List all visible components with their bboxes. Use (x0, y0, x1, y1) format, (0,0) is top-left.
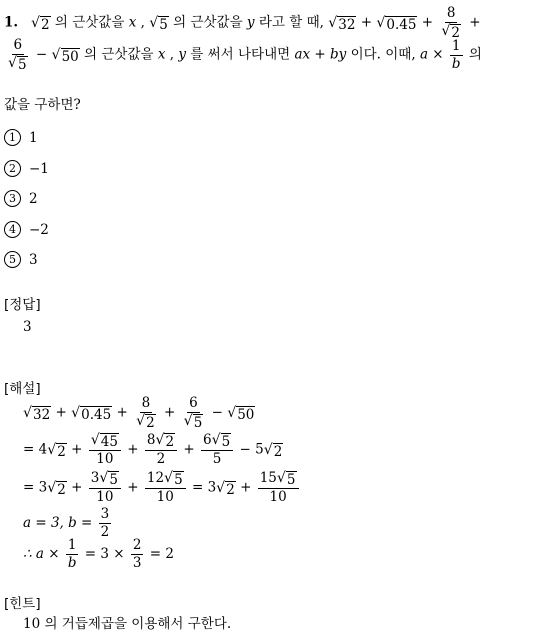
choice-4[interactable]: 4 −2 (4, 221, 49, 238)
solution-line-4: a = 3, b = $\frac{3}{2}$ (23, 506, 110, 540)
sqrt-2: √ 2 (30, 14, 50, 33)
sqrt-5: √ 5 (149, 14, 168, 33)
choice-marker: 3 (4, 190, 21, 207)
problem-line-1: 1. √ 2 의 근삿값을 x , √ 5 의 근삿값을 y 라고 할 때, √ 32 + √ 0.45 + 8 √ 2 + (4, 5, 481, 41)
solution-line-1: √ 32 + √ 0.45 + 8 √ 2 + 6 √ 5 − √ 50 (23, 395, 255, 431)
solution-label: [해설] (4, 381, 41, 397)
choice-marker: 5 (4, 251, 21, 268)
answer-label: [정답] (4, 297, 41, 313)
choice-5[interactable]: 5 3 (4, 251, 38, 268)
solution-line-2: = 4 √ 2 + √ 45 10 + 8 √ 2 2 + 6 √ 5 5 − 5 √ 2 (23, 432, 283, 468)
choice-2[interactable]: 2 −1 (4, 160, 49, 177)
solution-line-5: ∴ a × $\frac{1}{b}$ = 3 × $\frac{2}{3}$ = 2 (23, 537, 174, 571)
choice-marker: 2 (4, 160, 21, 177)
problem-number: 1. (4, 14, 19, 31)
choice-marker: 1 (4, 129, 21, 146)
hint-text: 10 의 거듭제곱을 이용해서 구한다. (23, 616, 232, 632)
fraction: 8 √ 2 (441, 5, 460, 41)
problem-line-3: 값을 구하면? (4, 97, 81, 113)
problem-line-2: 6 √ 5 − √ 50 의 근삿값을 x , y 를 써서 나타내면 ax + by 이다. 이때, a × $\frac{1}{b}$ 의 (8, 37, 482, 73)
answer-value: 3 (23, 319, 32, 335)
hint-label: [힌트] (4, 596, 41, 612)
choice-3[interactable]: 3 2 (4, 190, 38, 207)
choice-marker: 4 (4, 221, 21, 238)
solution-line-3: = 3 √ 2 + 3 √ 5 10 + 12 √ 5 10 = 3 √ 2 + 15 √ 5 10 (23, 471, 301, 505)
choice-1[interactable]: 1 1 (4, 129, 38, 146)
